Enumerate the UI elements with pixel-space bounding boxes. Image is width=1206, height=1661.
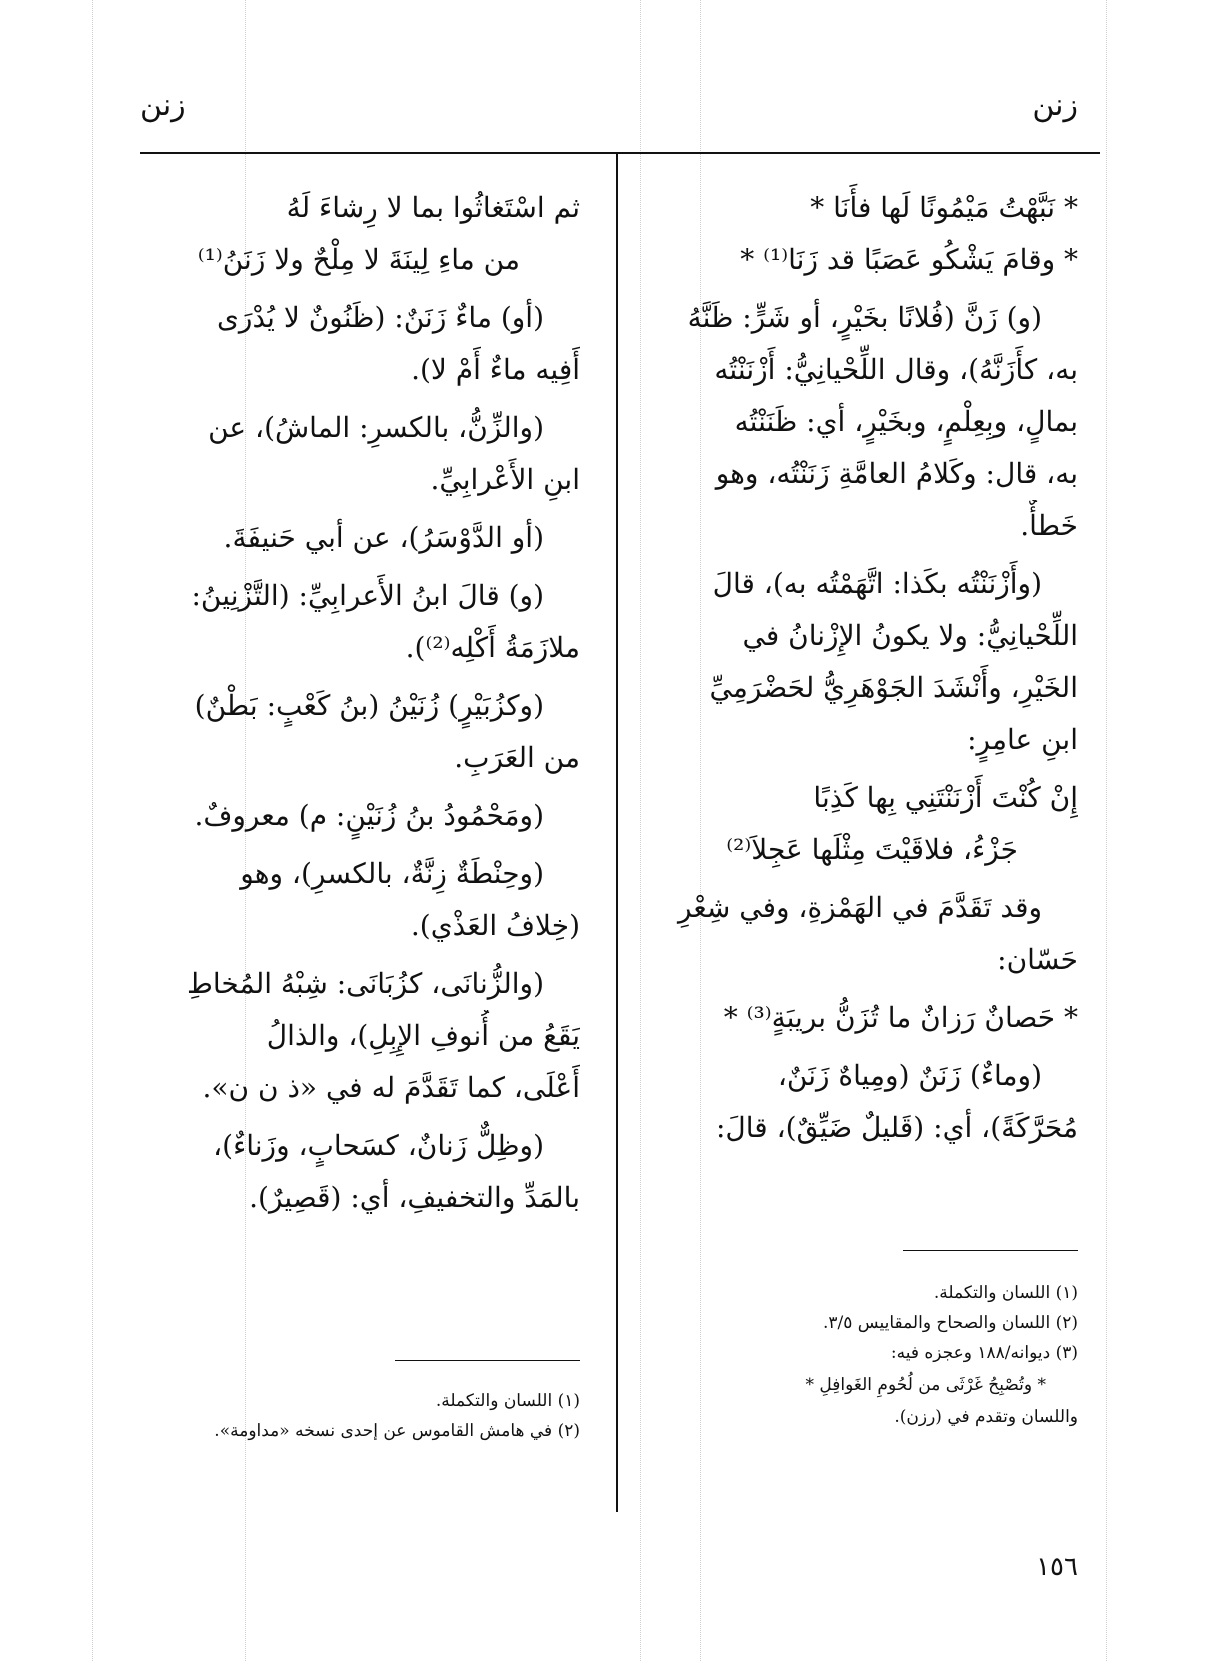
footnote: (٣) ديوانه/١٨٨ وعجزه فيه: <box>890 1343 1078 1363</box>
entry-text: يَقَعُ من أُنوفِ الإِبِلِ)، والذالُ <box>266 1019 580 1052</box>
footnote-rule-right <box>903 1250 1078 1251</box>
running-header-right: زنن <box>1032 88 1078 123</box>
verse-line: من ماءِ لِينَةَ لا مِلْحٌ ولا زَنَنُ⁽¹⁾ <box>197 243 520 276</box>
entry-text: أَفِيه ماءٌ أَمْ لا). <box>411 353 580 386</box>
entry-text: حَسّان: <box>997 943 1078 976</box>
entry-text: (والزِّنُّ، بالكسرِ: الماشُ)، عن <box>208 411 544 444</box>
verse-line: جَزْءُ، فلاقَيْتَ مِثْلَها عَجِلاَ⁽²⁾ <box>726 833 1018 866</box>
entry-text: خَطأٌ. <box>1020 509 1078 542</box>
entry-text: ابنِ الأَعْرابِيِّ. <box>430 463 580 496</box>
entry-text: مُحَرَّكَةً)، أي: (قَليلٌ ضَيِّقٌ)، قالَ: <box>715 1111 1078 1144</box>
entry-text: (وكزُبَيْرٍ) زُنَيْنُ (بنُ كَعْبٍ: بَطْنٌ) <box>194 689 544 722</box>
entry-text: ابنِ عامِرٍ: <box>967 723 1078 756</box>
entry-text: من العَرَبِ. <box>454 741 580 774</box>
running-header-left: زنن <box>140 88 186 123</box>
entry-text: (أو) ماءٌ زَنَنٌ: (ظَنُونٌ لا يُدْرَى <box>217 301 544 334</box>
left-column <box>140 182 580 1224</box>
entry-text: وقد تَقَدَّمَ في الهَمْزةِ، وفي شِعْرِ <box>677 891 1042 924</box>
entry-text: (وظِلٌّ زَنانٌ، كسَحابٍ، وزَناءٌ)، <box>213 1129 544 1162</box>
scan-guide <box>92 0 93 1661</box>
entry-text: (والزُّنانَى، كزُبَانَى: شِبْهُ المُخاطِ <box>187 967 544 1000</box>
entry-text: (وماءٌ) زَنَنٌ (ومِياهٌ زَنَنٌ، <box>777 1059 1042 1092</box>
footnote-rule-left <box>395 1360 580 1361</box>
footnote: (٢) في هامش القاموس عن إحدى نسخه «مداومة». <box>214 1421 580 1441</box>
verse-line: * نَبَّهْتُ مَيْمُونًا لَها فأَنَا * <box>810 191 1078 224</box>
entry-text: (وحِنْطَةٌ زِنَّةٌ، بالكسرِ)، وهو <box>240 857 544 890</box>
entry-text: الخَيْرِ، وأَنْشَدَ الجَوْهَرِيُّ لحَضْرَمِيِّ <box>709 671 1078 704</box>
verse-line: * حَصانٌ رَزانٌ ما تُزَنُّ بريبَةٍ⁽³⁾ * <box>723 1001 1078 1034</box>
entry-text: به، قال: وكَلامُ العامَّةِ زَنَنْتُه، وهو <box>715 457 1078 490</box>
footnote: (١) اللسان والتكملة. <box>933 1283 1078 1303</box>
footnote: واللسان وتقدم في (رزن). <box>894 1407 1078 1427</box>
scan-guide <box>1106 0 1107 1661</box>
entry-text: (ومَحْمُودُ بنُ زُنَيْنٍ: م) معروفٌ. <box>194 799 544 832</box>
footnote: * وتُصْبِحُ غَرْثَى من لُحُومِ الغَوافِلِ * <box>805 1375 1046 1395</box>
column-divider <box>616 152 618 1512</box>
footnote: (١) اللسان والتكملة. <box>435 1391 580 1411</box>
entry-text: (أو الدَّوْسَرُ)، عن أبي حَنيفَةَ. <box>223 521 544 554</box>
right-column <box>623 182 1078 1154</box>
entry-text: اللِّحْيانِيُّ: ولا يكونُ الإِزْنانُ في <box>742 619 1078 652</box>
entry-text: (و) زَنَّ (فُلانًا بخَيْرٍ، أو شَرٍّ: ظَنَّهُ <box>687 301 1042 334</box>
entry-text: ملازَمَةُ أَكْلِه⁽²⁾). <box>405 631 580 664</box>
entry-text: به، كأَزَنَّهُ)، وقال اللِّحْيانِيُّ: أَزْنَنْتُه <box>714 353 1078 386</box>
entry-text: بالمَدِّ والتخفيفِ، أي: (قَصِيرٌ). <box>249 1181 580 1214</box>
header-rule <box>140 152 1100 154</box>
verse-line: إِنْ كُنْتَ أَزْنَنْتَنِي بِها كَذِبًا <box>813 781 1078 814</box>
entry-text: أَعْلَى، كما تَقَدَّمَ له في «ذ ن ن». <box>202 1071 580 1104</box>
entry-text: بمالٍ، وبِعِلْمٍ، وبخَيْرٍ، أي: ظَنَنْتُه <box>734 405 1078 438</box>
footnote: (٢) اللسان والصحاح والمقاييس ٣/٥. <box>822 1313 1078 1333</box>
page-number: ١٥٦ <box>1036 1552 1078 1582</box>
verse-line: * وقامَ يَشْكُو عَصَبًا قد زَنَا⁽¹⁾ * <box>740 243 1078 276</box>
verse-line: ثم اسْتَغاثُوا بما لا رِشاءَ لَهُ <box>286 191 580 224</box>
entry-text: (خِلافُ العَذْي). <box>410 909 580 942</box>
entry-text: (و) قالَ ابنُ الأَعرابِيِّ: (التَّزْنِينُ: <box>191 579 544 612</box>
entry-text: (وأَزْنَنْتُه بكَذا: اتَّهَمْتُه به)، قالَ <box>712 567 1042 600</box>
